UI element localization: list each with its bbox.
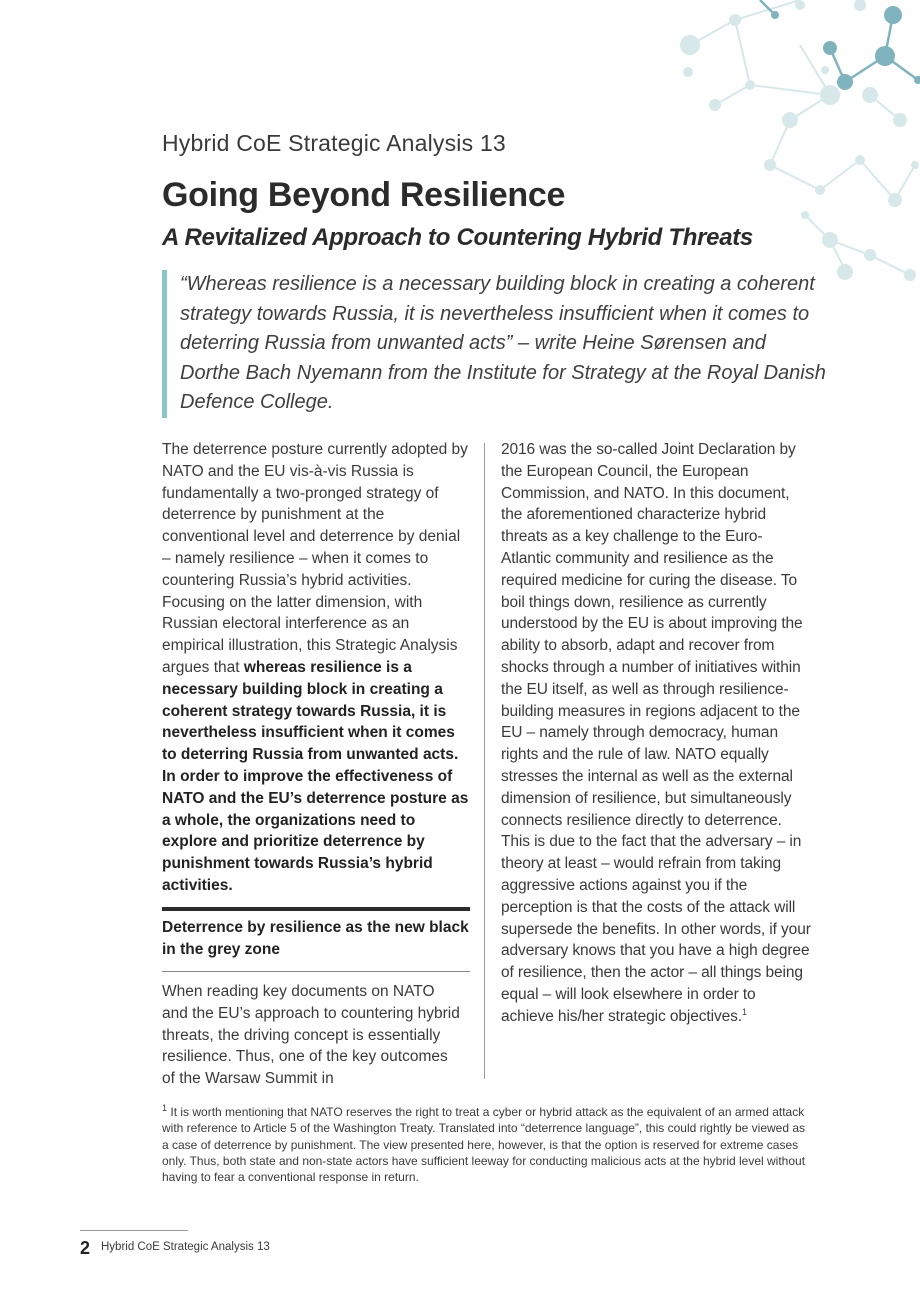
right-column (501, 439, 811, 1028)
left-column-section (162, 981, 462, 1090)
right-paragraph (501, 439, 811, 1028)
section-paragraph: When reading key documents on NATO and the EU’s approach to countering hybrid threats, the driving concept is essentially resilience. Thus, one of the key outcomes of the Warsaw Summit in (162, 983, 460, 1088)
pull-quote: “Whereas resilience is a necessary building block in creating a coherent strategy towards Russia, it is nevertheless insufficient when it comes to deterring Russia from unwanted acts” – write Heine Sørensen and Dorthe Bach Nyemann from the Institute for Strategy at the Royal Danish Defence College. (162, 270, 830, 418)
left-column (162, 439, 472, 897)
page-number: 2 (80, 1238, 91, 1258)
footer-label: Hybrid CoE Strategic Analysis 13 (101, 1241, 270, 1253)
footnote-text: It is worth mentioning that NATO reserves the right to treat a cyber or hybrid attack as the equivalent of an armed attack with reference to Article 5 of the Washington Treaty. Translated into “deterrence language”, this could rightly be viewed as a case of deterrence by punishment. The view presented here, however, is that the option is reserved for extreme cases only. Thus, both state and non-state actors have sufficient leeway for conducting malicious acts at the hybrid level without having to fear a conventional response in return. (162, 1105, 806, 1185)
series-label: Hybrid CoE Strategic Analysis 13 (162, 130, 506, 156)
intro-paragraph (162, 439, 472, 897)
right-text: 2016 was the so-called Joint Declaration by the European Council, the European Commission, and NATO. In this document, the aforementioned characterize hybrid threats as a key challenge to the Euro-Atlantic community and resilience as the required medicine for curing the disease. To boil things down, resilience as currently understood by the EU is about improving the ability to absorb, adapt and recover from shocks through a number of initiatives within the EU itself, as well as through resilience-building measures in regions adjacent to the EU – namely through democracy, human rights and the rule of law. NATO equally stresses the internal as well as the external dimension of resilience, but simultaneously connects resilience directly to deterrence. This is due to the fact that the adversary – in theory at least – would refrain from taking aggressive actions against you if the perception is that the costs of the attack will supersede the benefits. In other words, if your adversary knows that you have a high degree of resilience, then the actor – all things being equal – will look elsewhere in order to achieve his/her strategic objectives. (501, 441, 811, 1025)
column-divider (484, 443, 485, 1079)
intro-bold-text: whereas resilience is a necessary building block in creating a coherent strategy towards Russia, it is nevertheless insufficient when it comes to deterring Russia from unwanted acts. In order to improve the effectiveness of NATO and the EU’s deterrence posture as a whole, the organizations need to explore and prioritize deterrence by punishment towards Russia’s hybrid activities. (162, 658, 469, 894)
section-heading: Deterrence by resilience as the new black in the grey zone (162, 907, 470, 972)
page-subtitle: A Revitalized Approach to Countering Hybrid Threats (162, 224, 753, 251)
footer-rule (80, 1230, 188, 1231)
page-title: Going Beyond Resilience (162, 176, 566, 214)
footnote-reference[interactable]: 1 (741, 1006, 747, 1017)
footnote-number: 1 (162, 1103, 168, 1113)
footnote (162, 1104, 812, 1185)
intro-text: The deterrence posture currently adopted by NATO and the EU vis-à-vis Russia is fundamentally a two-pronged strategy of deterrence by punishment at the conventional level and deterrence by denial – namely resilience – when it comes to countering Russia’s hybrid activities. Focusing on the latter dimension, with Russian electoral interference as an empirical illustration, this Strategic Analysis argues that (162, 441, 468, 676)
